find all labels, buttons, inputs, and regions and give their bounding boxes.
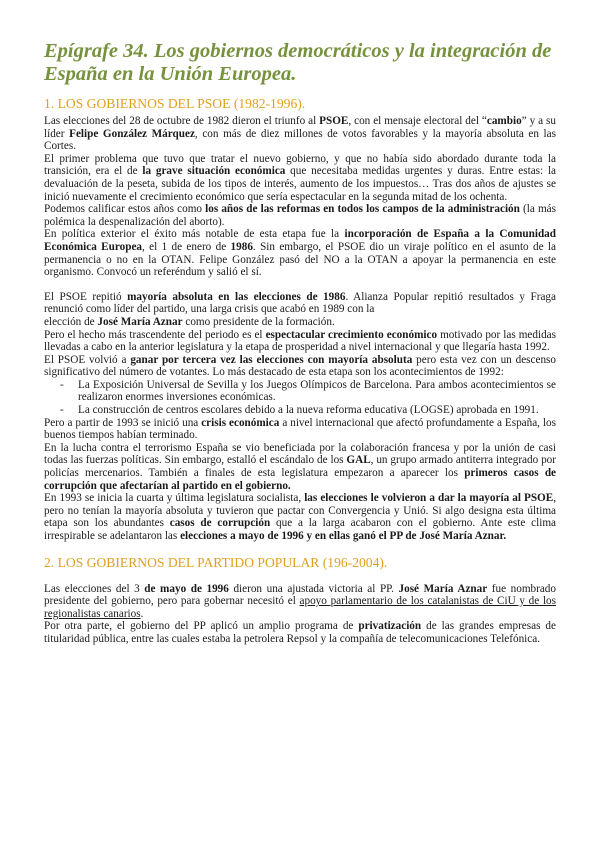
list-item: - La construcción de centros escolares debido a la nueva reforma educativa (LOGSE) aprobada en 1991. [62,404,556,417]
page-title: Epígrafe 34. Los gobiernos democráticos y la integración de España en la Unión Europea. [44,40,552,85]
paragraph: Las elecciones del 3 de mayo de 1996 dieron una ajustada victoria al PP. José María Aznar fue nombrado presidente del gobierno, pero para gobernar necesitó el apoyo parlamentario de los catalanistas de CiU y de los regionalistas canarios. [44,582,556,620]
paragraph: Pero el hecho más trascendente del periodo es el espectacular crecimiento económico motivado por las medidas llevadas a cabo en la anterior legislatura y la etapa de prosperidad a nivel internacional y que llegaría hasta 1992. [44,328,556,354]
paragraph: El PSOE volvió a ganar por tercera vez las elecciones con mayoría absoluta pero esta vez con un descenso significativo del número de votantes. Lo más destacado de esta etapa son los acontecimientos de 1992: [44,353,557,379]
paragraph: elección de José María Aznar como presidente de la formación. [44,315,335,328]
paragraph: Las elecciones del 28 de octubre de 1982 dieron el triunfo al PSOE, con el mensaje electoral del “cambio” y a su líder Felipe González Márquez, con más de diez millones de votos favorables y la mayoría absoluta en las Cortes. [44,115,556,153]
section-heading-2: 2. LOS GOBIERNOS DEL PARTIDO POPULAR (196-2004). [44,554,388,570]
paragraph: Podemos calificar estos años como los años de las reformas en todos los campos de la administración (la más polémica la despenalización del aborto). [44,203,556,228]
paragraph: Pero a partir de 1993 se inició una crisis económica a nivel internacional que afectó profundamente a España, los buenos tiempos habían terminado. [44,416,556,442]
spacer [44,279,556,291]
paragraph: El primer problema que tuvo que tratar el nuevo gobierno, y que no había sido abordado durante toda la transición, era el de la grave situación económica que necesitaba medidas urgentes y duras. Entre estas: la devaluación de la peseta, subida de los tipos de interés, aumento de los impuestos… Tras dos años de ajustes se inició nuevamente el crecimiento económico que sería espectacular en la segunda mitad de los ochenta. [44,152,557,203]
paragraph: El PSOE repitió mayoría absoluta en las elecciones de 1986. Alianza Popular repitió resultados y Fraga renunció como líder del partido, una larga crisis que acabó en 1989 con la [44,290,556,316]
bullet-list [44,379,556,417]
paragraph: En la lucha contra el terrorismo España se vio beneficiada por la colaboración francesa y por la unión de casi todas las fuerzas políticas. Sin embargo, estalló el escándalo de los GAL, un grupo armado antiterra integrado por policías mercenarios. También a finales de esta legislatura empezaron a aparecer los primeros casos de corrupción que afectarían al partido en el gobierno. [44,441,557,492]
section-heading-1: 1. LOS GOBIERNOS DEL PSOE (1982-1996). [44,96,306,111]
paragraph: Por otra parte, el gobierno del PP aplicó un amplio programa de privatización de las grandes empresas de titularidad pública, entre las cuales estaba la petrolera Repsol y la compañía de telecomunicaciones Telefónica. [44,620,556,645]
paragraph: En 1993 se inicia la cuarta y última legislatura socialista, las elecciones le volvieron a dar la mayoría al PSOE, pero no tenían la mayoría absoluta y tuvieron que pactar con Convergencia y Unió. Si algo designa esta última etapa son los abundantes casos de corrupción que a la larga acabaron con el gobierno. Ante este clima irrespirable se adelantaron las elecciones a mayo de 1996 y en ellas ganó el PP de José María Aznar. [44,492,557,542]
paragraph: En política exterior el éxito más notable de esta etapa fue la incorporación de España a la Comunidad Económica Europea, el 1 de enero de 1986. Sin embargo, el PSOE dio un viraje político en el asunto de la permanencia o no en la OTAN. Felipe González pasó del NO a la OTAN a apoyar la permanencia en este organismo. Convocó un referéndum y salió el sí. [44,228,556,279]
list-item: - La Exposición Universal de Sevilla y los Juegos Olímpicos de Barcelona. Para ambos acontecimientos se realizaron enormes inversiones económicas. [62,379,556,404]
document-page [44,40,556,646]
